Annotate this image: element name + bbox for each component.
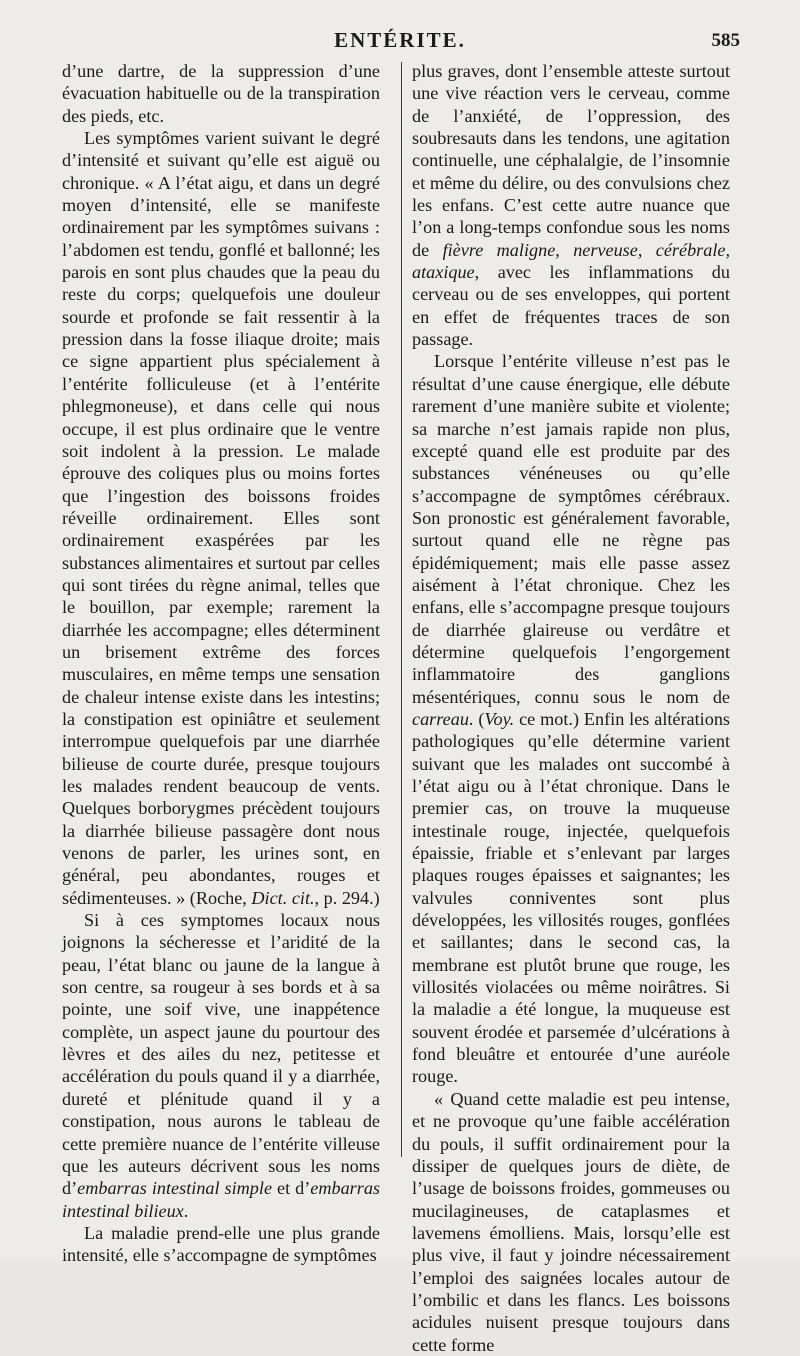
right-paragraph-1-text-a: plus graves, dont l’ensemble atteste surtout une vive réaction vers le cerveau, comme de l’anxiété, de l’oppression, des soubresauts dans les tendons, une agitation continuelle, une céphalalgie, de l’insomnie et même du délire, ou des convulsions chez les enfans. C’est cette autre nuance que l’on a long-temps confondue sous les noms de xyxy=(412,61,730,260)
term-carreau: carreau xyxy=(412,708,469,729)
term-fievre: fièvre maligne, nerveuse, cérébrale, ataxique xyxy=(412,239,731,283)
right-paragraph-2-text-a: Lorsque l’entérite villeuse n’est pas le résultat d’une cause énergique, elle débute rarement d’une manière subite et violente; sa marche n’est jamais rapide non plus, excepté quand elle est produite par des substances vénéneuses ou qu’elle s’accompagne de symptômes cérébraux. Son pronostic est généralement favorable, surtout quand elle ne règne pas épidémiquement; mais elle passe assez aisément à l’état chronique. Chez les enfans, elle s’accompagne presque toujours de diarrhée glaireuse ou verdâtre et détermine quelquefois l’engorgement inflammatoire des ganglions mésentériques, connu sous le nom de xyxy=(412,351,730,707)
left-paragraph-2-text: Les symptômes varient suivant le degré d’intensité et suivant qu’elle est aiguë ou chronique. « A l’état aigu, et dans un degré moyen d’intensité, elle se manifeste ordinairement par les symptômes suivans : l’abdomen est tendu, gonflé et ballonné; les parois en sont plus chaudes que la peau du reste du corps; quelquefois une douleur sourde et profonde se fait ressentir à la pression dans la fosse iliaque droite; mais ce signe appartient plus spécialement à l’entérite folliculeuse (et à l’entérite phlegmoneuse), et dans celle qui nous occupe, il est plus ordinaire que le ventre soit indolent à la pression. Le malade éprouve des coliques plus ou moins fortes que l’ingestion des boissons froides réveille ordinairement. Elles sont ordinairement exaspérées par les substances alimentaires et surtout par celles qui sont tirées du règne animal, telles que le bouillon, par exemple; rarement la diarrhée les accompagne; elles déterminent un brisement extrême des forces musculaires, en même temps une sensation de chaleur intense existe dans les intestins; la constipation est opiniâtre et seulement interrompue quelquefois par une diarrhée bilieuse de courte durée, presque toujours les malades rendent beaucoup de vents. Quelques borborygmes précèdent toujours la diarrhée bilieuse passagère dont nous venons de parler, les urines sont, en général, peu abondantes, rouges et sédimenteuses. » (Roche, xyxy=(62,128,380,908)
page-number: 585 xyxy=(711,30,740,51)
left-paragraph-3 xyxy=(62,909,380,1222)
column-divider xyxy=(401,62,402,1157)
left-column xyxy=(62,60,380,1267)
left-paragraph-3-text-a: Si à ces symptomes locaux nous joignons la sécheresse et l’aridité de la peau, l’état blanc ou jaune de la langue à son centre, sa rougeur à ses bords et à sa pointe, une soif vive, une inappétence complète, un aspect jaune du pourtour des lèvres et des ailes du nez, petitesse et accélération du pouls quand il y a diarrhée, dureté et plénitude quand il y a constipation, nous aurons le tableau de cette première nuance de l’entérite villeuse que les auteurs décrivent sous les noms d’ xyxy=(62,910,380,1199)
left-paragraph-2 xyxy=(62,127,380,909)
left-paragraph-3-text-c: . xyxy=(183,1200,189,1221)
right-paragraph-2-text-b: . ( xyxy=(468,708,485,729)
right-paragraph-1-text-b: , avec les inflammations du cerveau ou de ses enveloppes, qui portent en effet de fréquentes traces de son passage. xyxy=(412,262,730,350)
left-paragraph-4: La maladie prend-elle une plus grande intensité, elle s’accompagne de symptômes xyxy=(62,1222,380,1266)
running-title: ENTÉRITE. xyxy=(334,28,466,52)
left-paragraph-3-text-b: et d’ xyxy=(272,1178,311,1199)
term-embarras-bilieux: embarras intestinal bilieux xyxy=(62,1178,381,1221)
citation-page: , p. 294.) xyxy=(314,887,380,908)
term-embarras-simple: embarras intestinal simple xyxy=(77,1178,273,1199)
right-paragraph-2-text-c: ce mot.) Enfin les altérations pathologiques qu’elle détermine varient suivant que les malades ont succombé à l’état aigu ou à l’état chronique. Dans le premier cas, on trouve la muqueuse intestinale rouge, injectée, quelquefois épaissie, friable et s’enlevant par larges plaques rouges épaisses et saignantes; les valvules conniventes sont plus développées, les villosités rouges, gonflées et saillantes; dans le second cas, la membrane est plutôt brune que rouge, les villosités violacées ou même noirâtres. Si la maladie a été longue, la muqueuse est souvent érodée et parsemée d’ulcérations à fond bleuâtre et entourée d’une auréole rouge. xyxy=(412,708,730,1087)
right-paragraph-2 xyxy=(412,350,730,1087)
right-column xyxy=(412,60,730,1356)
right-paragraph-3: « Quand cette maladie est peu intense, et ne provoque qu’une faible accélération du pouls, il suffit ordinairement pour la dissiper de quelques jours de diète, de l’usage de boissons froides, gommeuses ou mucilagineuses, de cataplasmes et lavemens émolliens. Mais, lorsqu’elle est plus vive, il faut y joindre nécessairement l’emploi des saignées locales autour de l’ombilic et dans les flancs. Les boissons acidules nuisent presque toujours dans cette forme xyxy=(412,1088,730,1355)
left-paragraph-1: d’une dartre, de la suppression d’une évacuation habituelle ou de la transpiration des pieds, etc. xyxy=(62,61,380,126)
page-header xyxy=(60,28,740,58)
right-paragraph-1 xyxy=(412,60,730,350)
term-voy: Voy. xyxy=(484,708,515,729)
citation-title: Dict. cit. xyxy=(251,887,315,908)
